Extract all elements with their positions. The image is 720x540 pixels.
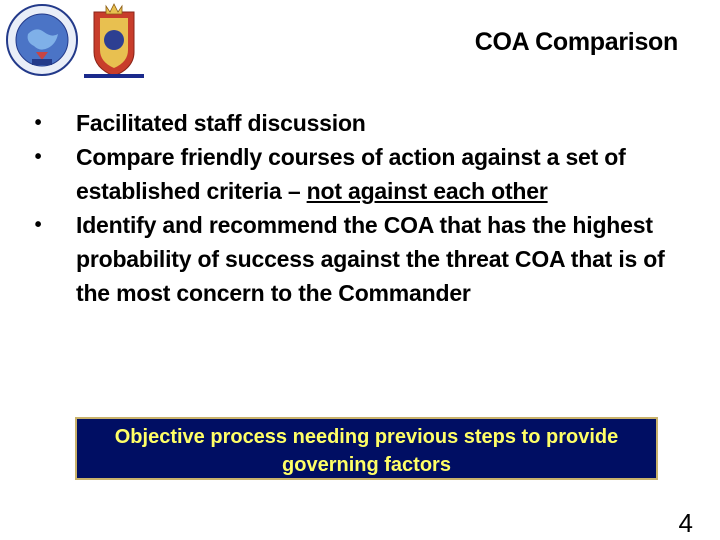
- bullet-marker: •: [34, 112, 42, 134]
- bullet-text: Facilitated staff discussion: [76, 110, 366, 136]
- bullet-marker: •: [34, 214, 42, 236]
- bullet-item: [26, 106, 686, 140]
- bullet-item: [26, 208, 686, 310]
- callout-line: governing factors: [282, 454, 451, 476]
- logo-accent-bar: [84, 74, 144, 78]
- bullet-text: Identify and recommend the COA that has the highest probability of success against the threat COA that is of the most concern to the Commander: [76, 212, 665, 306]
- institute-seal-logo: [6, 4, 78, 76]
- page-number: 4: [678, 508, 693, 538]
- callout-line: Objective process needing previous steps to provide: [114, 426, 619, 448]
- callout-box: [75, 417, 658, 480]
- crest-emblem-logo: [86, 2, 142, 78]
- bullet-item: [26, 140, 686, 208]
- slide-title: COA Comparison: [474, 28, 678, 56]
- bullet-text: Compare friendly courses of action against a set of established criteria –: [76, 144, 626, 204]
- bullet-list: [26, 106, 686, 310]
- bullet-marker: •: [34, 146, 42, 168]
- bullet-underlined-text: not against each other: [306, 178, 548, 204]
